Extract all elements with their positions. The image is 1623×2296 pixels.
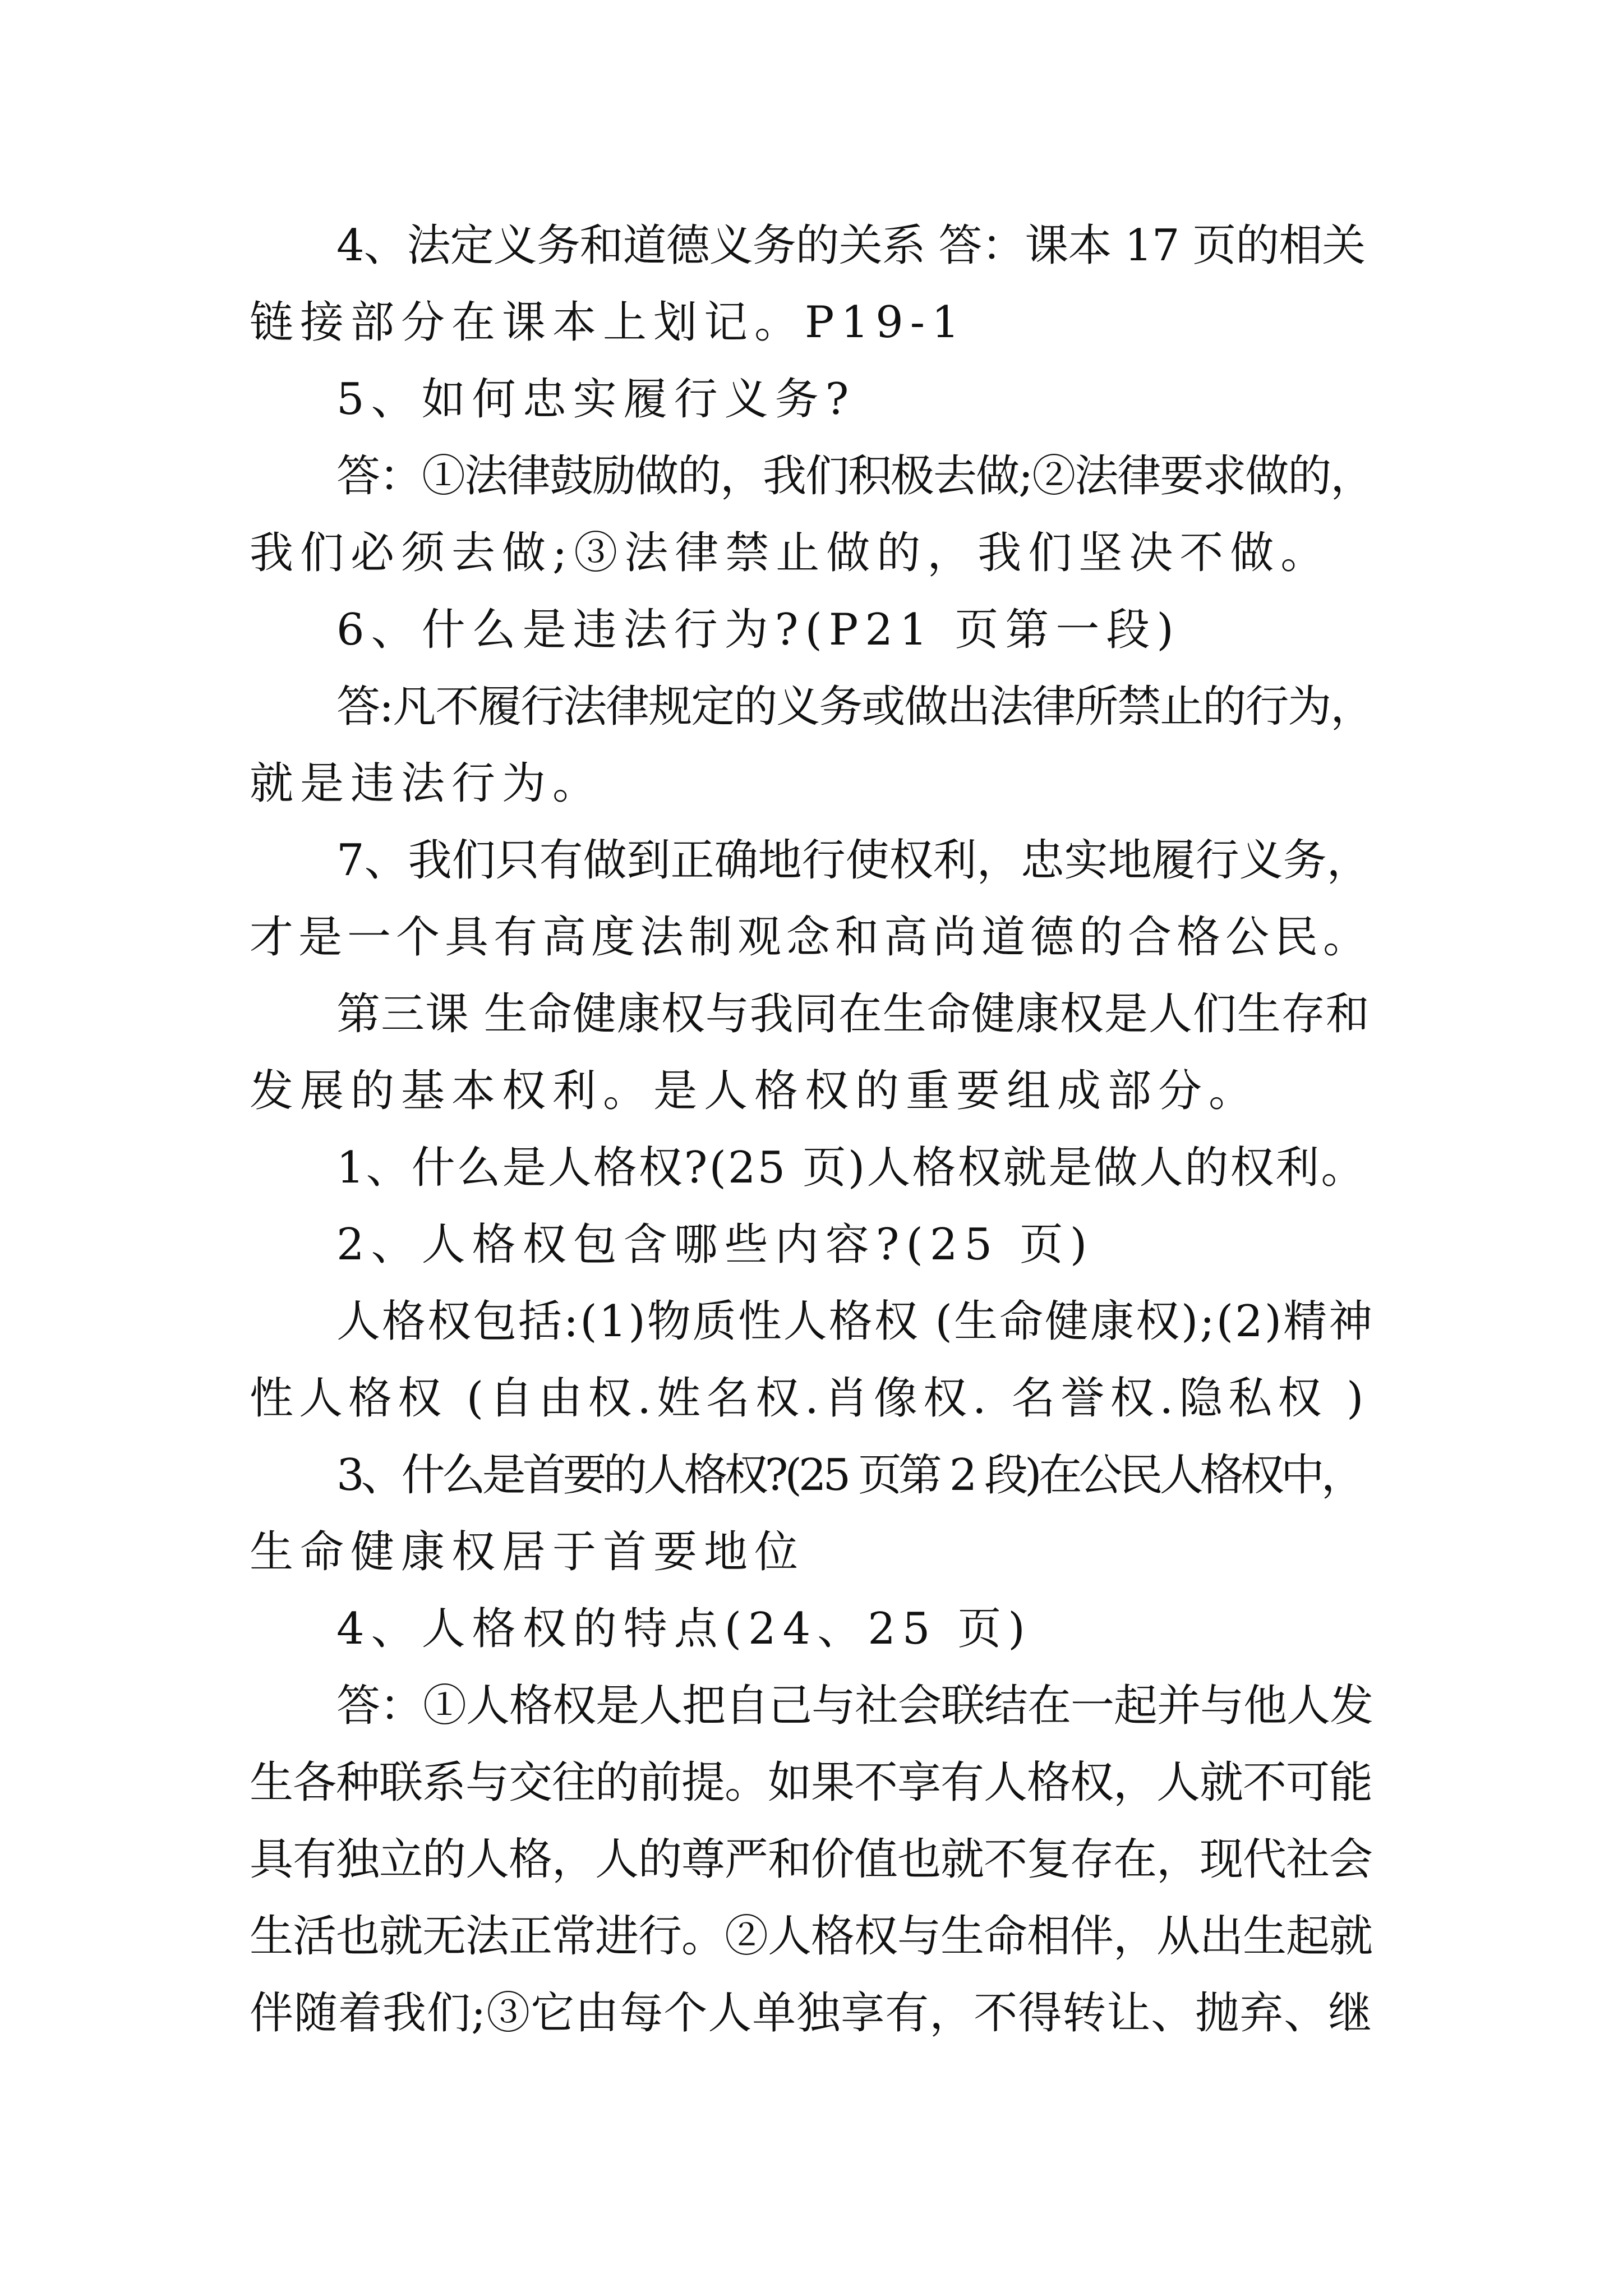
- text-line: 4、法定义务和道德义务的关系 答：课本 17 页的相关: [336, 220, 1366, 271]
- text-line: 答：①人格权是人把自己与社会联结在一起并与他人发: [336, 1681, 1373, 1731]
- text-line: 伴随着我们;③它由每个人单独享有，不得转让、抛弃、继: [250, 1988, 1373, 2039]
- text-line: 2、人格权包含哪些内容?(25 页): [336, 1220, 1094, 1270]
- text-line: 才是一个具有高度法制观念和高尚道德的合格公民。: [250, 912, 1372, 963]
- text-line: 链接部分在课本上划记。P19-1: [250, 297, 966, 348]
- text-line: 第三课 生命健康权与我同在生命健康权是人们生存和: [336, 989, 1370, 1039]
- text-line: 答:凡不履行法律规定的义务或做出法律所禁止的行为，: [336, 682, 1373, 732]
- text-line: 发展的基本权利。是人格权的重要组成部分。: [250, 1066, 1260, 1116]
- text-line: 5、如何忠实履行义务?: [336, 374, 856, 425]
- text-line: 3、什么是首要的人格权?(25 页第 2 段)在公民人格权中，: [336, 1450, 1362, 1501]
- text-line: 具有独立的人格，人的尊严和价值也就不复存在，现代社会: [250, 1834, 1373, 1885]
- text-line: 6、什么是违法行为?(P21 页第一段): [336, 605, 1181, 655]
- text-line: 我们必须去做;③法律禁止做的，我们坚决不做。: [250, 528, 1331, 578]
- text-line: 7、我们只有做到正确地行使权利，忠实地履行义务，: [336, 835, 1371, 886]
- text-line: 4、人格权的特点(24、25 页): [336, 1604, 1032, 1654]
- text-line: 人格权包括:(1)物质性人格权 (生命健康权);(2)精神: [336, 1296, 1375, 1347]
- text-line: 1、什么是人格权?(25 页)人格权就是做人的权利。: [336, 1143, 1367, 1193]
- text-line: 生各种联系与交往的前提。如果不享有人格权，人就不可能: [250, 1757, 1373, 1808]
- text-line: 答：①法律鼓励做的，我们积极去做;②法律要求做的，: [336, 451, 1373, 501]
- text-line: 就是违法行为。: [250, 758, 603, 809]
- text-line: 生活也就无法正常进行。②人格权与生命相伴，从出生起就: [250, 1911, 1373, 1962]
- text-line: 生命健康权居于首要地位: [250, 1527, 805, 1577]
- text-line: 性人格权 (自由权.姓名权.肖像权. 名誉权.隐私权 ): [250, 1373, 1370, 1424]
